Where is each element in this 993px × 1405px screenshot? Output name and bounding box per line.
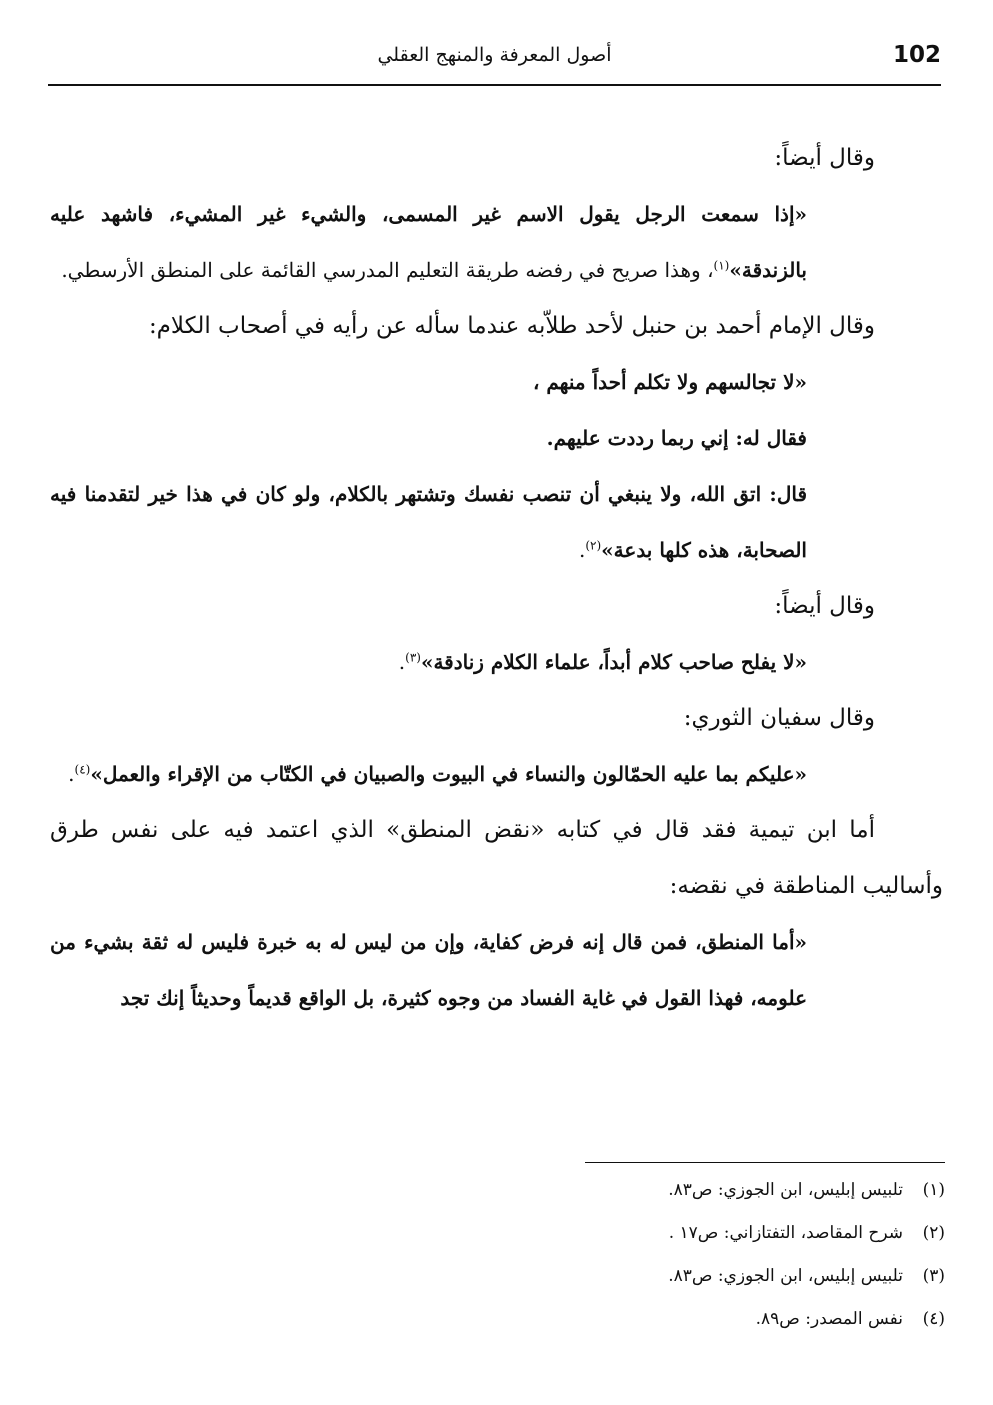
- footnote: [585, 1212, 945, 1255]
- running-title: أصول المعرفة والمنهج العقلي: [377, 44, 612, 66]
- paragraph: وقال الإمام أحمد بن حنبل لأحد طلاّبه عندما سأله عن رأيه في أصحاب الكلام:: [148, 313, 875, 339]
- footnote-number: (١): [922, 1180, 945, 1200]
- running-header: [48, 40, 941, 86]
- footnote: [585, 1169, 945, 1212]
- footnote-ref: (١): [713, 258, 730, 273]
- main-text: [50, 130, 943, 1026]
- paragraph: وقال أيضاً:: [774, 145, 875, 171]
- footnote-ref: (٣): [405, 650, 421, 665]
- quote-paragraph: «لا تجالسهم ولا تكلم أحداً منهم ،: [532, 370, 807, 394]
- footnote-text: نفس المصدر: ص٨٩.: [755, 1309, 903, 1329]
- footnote-ref: (٢): [585, 538, 602, 553]
- footnote-ref: (٤): [74, 762, 91, 777]
- footnote: [585, 1298, 945, 1341]
- footnote-text: تلبيس إبليس، ابن الجوزي: ص٨٣.: [668, 1266, 903, 1286]
- footnote-text: تلبيس إبليس، ابن الجوزي: ص٨٣.: [668, 1180, 903, 1200]
- paragraph: أما ابن تيمية فقد قال في كتابه «نقض المنطق» الذي اعتمد فيه على نفس طرق وأساليب المناطقة في نقضه:: [50, 817, 943, 899]
- quote-paragraph: «عليكم بما عليه الحمّالون والنساء في البيوت والصبيان في الكتّاب من الإقراء والعمل»$^{(٤)}$.: [68, 762, 807, 786]
- quote-paragraph: «إذا سمعت الرجل يقول الاسم غير المسمى، والشيء غير المشيء، فاشهد عليه بالزندقة»$^{(١)}$، وهذا صريح في رفضه طريقة التعليم المدرسي القائمة على المنطق الأرسطي.: [50, 202, 807, 282]
- footnote-text: شرح المقاصد، التفتازاني: ص١٧ .: [668, 1223, 903, 1243]
- footnotes: [585, 1162, 945, 1341]
- quote-paragraph: قال: اتق الله، ولا ينبغي أن تنصب نفسك وتشتهر بالكلام، ولو كان في هذا خير لتقدمنا فيه الصحابة، هذه كلها بدعة»$^{(٢)}$.: [50, 482, 807, 562]
- page-number: 102: [892, 42, 941, 68]
- footnote-number: (٤): [922, 1309, 945, 1329]
- quote-paragraph: فقال له: إني ربما رددت عليهم.: [546, 426, 807, 450]
- quote-paragraph: «أما المنطق، فمن قال إنه فرض كفاية، وإن من ليس له به خبرة فليس له ثقة بشيء من علومه، فهذا القول في غاية الفساد من وجوه كثيرة، بل الواقع قديماً وحديثاً إنك تجد: [50, 930, 807, 1010]
- quote-paragraph: «لا يفلح صاحب كلام أبداً، علماء الكلام زنادقة»$^{(٣)}$.: [398, 650, 807, 674]
- footnote-number: (٢): [922, 1223, 945, 1243]
- paragraph: وقال سفيان الثوري:: [683, 705, 875, 731]
- paragraph: وقال أيضاً:: [774, 593, 875, 619]
- footnote: [585, 1255, 945, 1298]
- footnote-number: (٣): [922, 1266, 945, 1286]
